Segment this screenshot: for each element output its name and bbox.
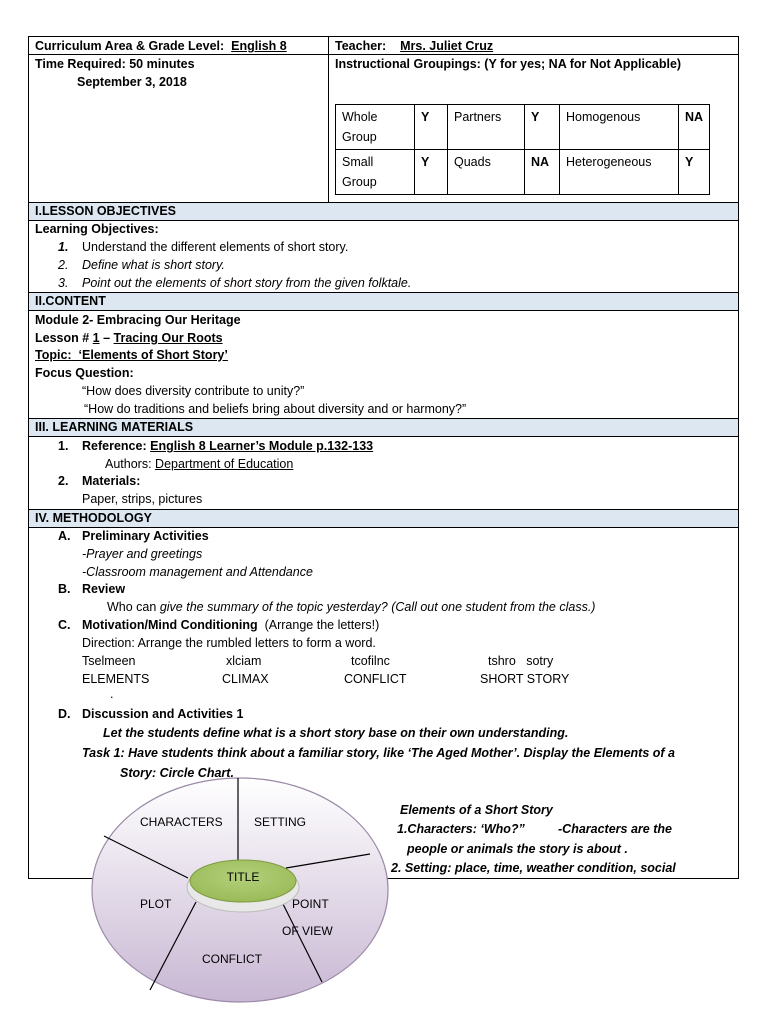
- lesson-date: September 3, 2018: [77, 75, 187, 89]
- instructional-groupings-label: Instructional Groupings: (Y for yes; NA for Not Applicable): [335, 57, 682, 71]
- elements-title: Elements of a Short Story: [400, 803, 553, 817]
- grouping-value: Y: [679, 150, 710, 195]
- answer-word: CLIMAX: [222, 672, 269, 686]
- topic: Topic: ‘Elements of Short Story’: [35, 348, 228, 362]
- answer-word: ELEMENTS: [82, 672, 150, 686]
- section-heading-objectives: I.LESSON OBJECTIVES: [35, 204, 177, 218]
- step-letter: D.: [58, 707, 71, 721]
- grouping-name: Quads: [448, 150, 525, 195]
- grouping-name: Partners: [448, 105, 525, 150]
- objective-number: 2.: [58, 258, 69, 272]
- activity-item: -Classroom management and Attendance: [82, 565, 313, 579]
- grouping-name: Small Group: [336, 150, 415, 195]
- learning-objectives-label: Learning Objectives:: [35, 222, 159, 236]
- authors: Authors: Department of Education: [105, 457, 294, 471]
- answer-word: CONFLICT: [344, 672, 407, 686]
- objective-text: Point out the elements of short story from the given folktale.: [82, 276, 412, 290]
- grouping-value: Y: [415, 105, 448, 150]
- objective-number: 3.: [58, 276, 69, 290]
- scrambled-word: Tselmeen: [82, 654, 136, 668]
- elements-line: people or animals the story is about .: [407, 842, 628, 856]
- grouping-value: NA: [679, 105, 710, 150]
- step-letter: B.: [58, 582, 71, 596]
- scrambled-word: tcofilnc: [351, 654, 390, 668]
- module-title: Module 2- Embracing Our Heritage: [35, 313, 241, 327]
- direction: Direction: Arrange the rumbled letters to form a word.: [82, 636, 376, 650]
- grouping-name: Heterogeneous: [560, 150, 679, 195]
- chart-label-conflict: CONFLICT: [202, 952, 262, 966]
- chart-label-setting: SETTING: [254, 815, 307, 829]
- focus-question: “How does diversity contribute to unity?”: [82, 384, 305, 398]
- materials-label: Materials:: [82, 474, 141, 488]
- activity-item: -Prayer and greetings: [82, 547, 203, 561]
- section-heading-methodology: IV. METHODOLOGY: [35, 511, 152, 525]
- grouping-value: Y: [525, 105, 560, 150]
- curriculum-area: Curriculum Area & Grade Level: English 8: [35, 39, 287, 53]
- materials-number: 2.: [58, 474, 69, 488]
- preliminary-activities: Preliminary Activities: [82, 529, 209, 543]
- chart-label-title: TITLE: [226, 870, 260, 884]
- discussion-title: Discussion and Activities 1: [82, 707, 244, 721]
- review-text: Who can give the summary of the topic yesterday? (Call out one student from the class.): [107, 600, 596, 614]
- chart-label-point: POINT: [292, 897, 329, 911]
- step-letter: A.: [58, 529, 71, 543]
- grouping-name: Homogenous: [560, 105, 679, 150]
- materials-value: Paper, strips, pictures: [82, 492, 203, 506]
- grouping-name: Whole Group: [336, 105, 415, 150]
- motivation-title: Motivation/Mind Conditioning (Arrange the letters!): [82, 618, 380, 632]
- review-title: Review: [82, 582, 126, 596]
- objective-text: Understand the different elements of short story.: [82, 240, 349, 254]
- reference-number: 1.: [58, 439, 69, 453]
- lesson-title: Lesson # 1 – Tracing Our Roots: [35, 331, 223, 345]
- teacher: Teacher: Mrs. Juliet Cruz: [335, 39, 494, 53]
- task-1: Task 1: Have students think about a familiar story, like ‘The Aged Mother’. Display the Elements of a: [82, 746, 675, 760]
- objective-number: 1.: [58, 240, 69, 254]
- section-heading-content: II.CONTENT: [35, 294, 106, 308]
- chart-label-of-view: OF VIEW: [282, 924, 333, 938]
- time-required: Time Required: 50 minutes: [35, 57, 195, 71]
- discussion-instruction: Let the students define what is a short story base on their own understanding.: [103, 726, 569, 740]
- elements-line: 1.Characters: ‘Who?”: [397, 822, 525, 836]
- scrambled-word: tshro sotry: [488, 654, 554, 668]
- scrambled-word: xlciam: [226, 654, 262, 668]
- chart-label-characters: CHARACTERS: [140, 815, 223, 829]
- chart-label-plot: PLOT: [140, 897, 172, 911]
- reference: Reference: English 8 Learner’s Module p.132-133: [82, 439, 374, 453]
- elements-line: 2. Setting: place, time, weather condition, social: [391, 861, 676, 875]
- focus-question-label: Focus Question:: [35, 366, 134, 380]
- step-letter: C.: [58, 618, 71, 632]
- stray-dot: .: [110, 687, 114, 701]
- grouping-value: Y: [415, 150, 448, 195]
- task-1-cont: Story: Circle Chart.: [120, 766, 234, 780]
- focus-question: “How do traditions and beliefs bring about diversity and or harmony?”: [84, 402, 467, 416]
- answer-word: SHORT STORY: [480, 672, 570, 686]
- objective-text: Define what is short story.: [82, 258, 225, 272]
- grouping-value: NA: [525, 150, 560, 195]
- section-heading-materials: III. LEARNING MATERIALS: [35, 420, 194, 434]
- elements-line: -Characters are the: [558, 822, 672, 836]
